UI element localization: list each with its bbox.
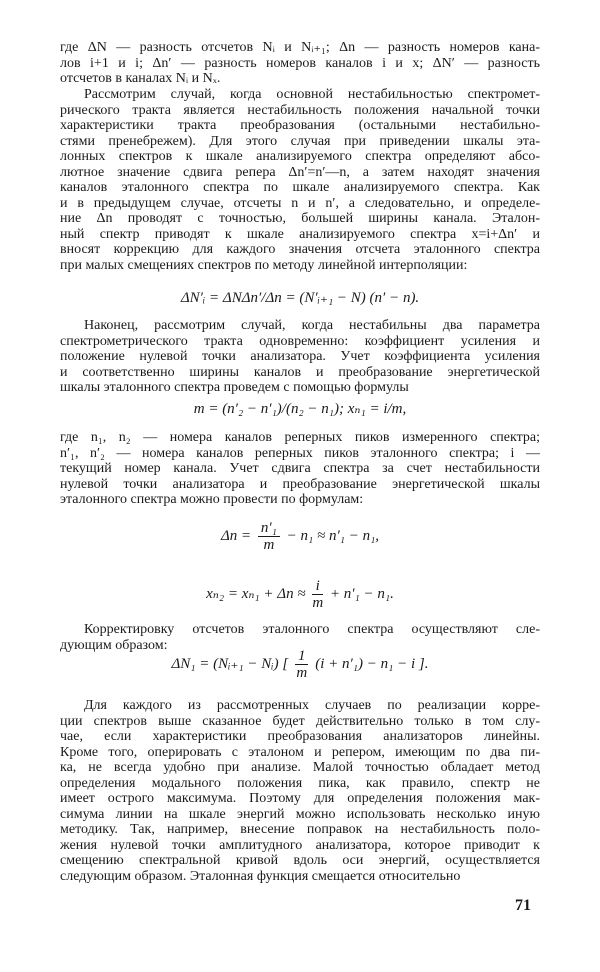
text-line: жения нулевой точки амплитудного анализатора, которое приводит к [60,837,540,853]
text-line: при малых смещениях спектров по методу линейной интерполяции: [60,257,468,273]
text-line: вносят коррекцию для каждого значения отсчета эталонного спектра [60,242,540,257]
numerator: i [312,578,323,595]
text-line: стями пренебрежем). Для этого случая при приведении шкалы эта- [60,133,540,149]
text-line: шкалы эталонного спектра проведем с помощью формулы [60,380,409,395]
formula-rhs: (i + n′₁) − n₁ − i ]. [315,655,429,672]
text-line: характеристики тракта преобразования (остальными нестабильно- [60,118,540,133]
text-line: Для каждого из рассмотренных случаев по реализации корре- [84,698,540,713]
text-line: лютное значение сдвига репера Δn′=n′—n, а затем находят значения [60,164,540,180]
text-line: ние Δn проводят с точностью, большей ширины канала. Эталон- [60,211,540,226]
formula-lhs: ΔN₁ = (Nᵢ₊₁ − Nᵢ) [ [171,655,289,672]
text-line: Корректировку отсчетов эталонного спектра осуществляют сле- [84,622,540,637]
paragraph-6 [60,698,540,884]
text-line: n′₁, n′₂ — номера каналов реперных пиков эталонного спектра; i — [60,445,540,461]
paragraph-2 [60,87,540,273]
text-line: каналов эталонного спектра по шкале анализируемого спектра. Как [60,180,540,195]
numerator: n′₁ [258,520,280,537]
page-number: 71 [515,897,531,914]
fraction [258,520,280,553]
text-line: отсчетов в каналах Nᵢ и Nₓ. [60,71,221,86]
text-line: рического тракта является нестабильность положения начальной точки [60,102,540,118]
text-line: Наконец, рассмотрим случай, когда нестабильны два параметра [84,318,540,333]
text-line: и в предыдущем случае, отсчеты n и n′, а следовательно, и определе- [60,195,540,211]
text-line: лонных спектров к шкале анализируемого спектра определяют абсо- [60,149,540,164]
text-line: где ΔN — разность отсчетов Nᵢ и Nᵢ₊₁; Δn — разность номеров кана- [60,40,540,55]
paragraph-1 [60,40,540,87]
text-line: где n₁, n₂ — номера каналов реперных пиков измеренного спектра; [60,430,540,445]
text-line: Рассмотрим случай, когда основной нестабильностью спектромет- [84,87,540,102]
formula-correction [60,648,540,681]
text-line: ции спектров выше сказанное будет действительно только в том слу- [60,713,540,729]
text-line: Кроме того, оперировать с эталоном и репером, имеющим по два пи- [60,744,540,760]
text-line: ный спектр приводят к шкале анализируемого спектра x=i+Δn′ и [60,226,540,242]
formula-delta-n [60,520,540,553]
text-line: нулевой точки анализатора и преобразование энергетической шкалы [60,476,540,492]
text-line: чае, если характеристики преобразования анализаторов линейны. [60,729,540,744]
formula-lhs: Δn = [220,527,252,544]
text-line: ка, не всегда удобно при анализе. Малой точностью обладает метод [60,760,540,775]
numerator: 1 [295,648,309,665]
paragraph-4 [60,430,540,508]
formula-gain: m = (n′₂ − n′₁)/(n₂ − n₁); xₙ₁ = i/m, [193,401,407,417]
text-line: следующим образом. Эталонная функция смещается относительно [60,868,461,884]
fraction [312,578,323,611]
denominator: m [296,665,308,681]
text-line: смещению спектральной кривой вдоль оси энергий, осуществляется [60,853,540,868]
text-line: определения модального положения пика, как правило, спектр не [60,775,540,791]
formula-x-n2 [60,578,540,611]
denominator: m [312,595,324,611]
text-line: эталонного спектра можно провести по формулам: [60,492,364,507]
text-line: спектрометрического тракта одновременно: коэффициент усиления и [60,333,540,349]
formula-rhs: − n₁ ≈ n′₁ − n₁, [286,527,380,544]
text-line: лов i+1 и i; Δn′ — разность номеров каналов i и x; ΔN′ — разность [60,55,540,71]
formula-interpolation: ΔN′ᵢ = ΔNΔn′/Δn = (N′ᵢ₊₁ − N) (n′ − n). [180,290,420,306]
paragraph-3 [60,318,540,396]
fraction [295,648,309,681]
text-line: текущий номер канала. Учет сдвига спектра за счет нестабильности [60,461,540,476]
formula-rhs: + n′₁ − n₁. [329,585,394,602]
formula-lhs: xₙ₂ = xₙ₁ + Δn ≈ [206,585,306,602]
text-line: дующим образом: [60,637,168,653]
text-line: положение нулевой точки анализатора. Учет коэффициента усиления [60,349,540,364]
text-line: симума линии на шкале энергий можно использовать несколько иную [60,806,540,822]
text-line: методику. Так, например, внесение поправок на нестабильность поло- [60,822,540,837]
text-line: имеет острого максимума. Поэтому для определения положения мак- [60,791,540,806]
denominator: m [263,537,275,553]
text-line: и соответственно ширины каналов и преобразование энергетической [60,364,540,380]
